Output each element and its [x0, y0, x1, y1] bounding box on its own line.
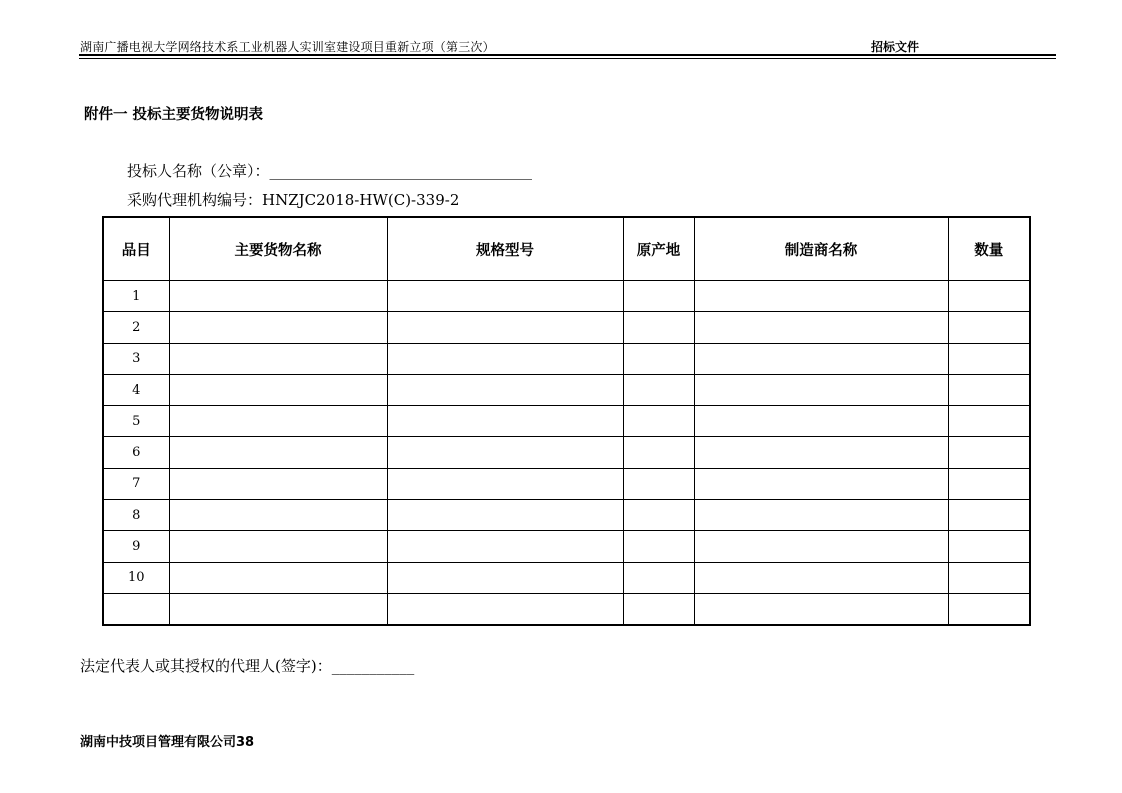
table-cell — [623, 437, 694, 468]
table-cell — [387, 406, 623, 437]
table-cell — [623, 500, 694, 531]
header-goods-name: 主要货物名称 — [169, 217, 387, 281]
table-cell — [948, 468, 1030, 499]
table-cell: 8 — [103, 500, 169, 531]
table-cell — [387, 343, 623, 374]
table-cell — [387, 468, 623, 499]
table-cell — [387, 562, 623, 593]
header-project-title: 湖南广播电视大学网络技术系工业机器人实训室建设项目重新立项（第三次） — [80, 40, 495, 54]
table-cell — [694, 374, 948, 405]
table-cell — [169, 312, 387, 343]
table-row — [103, 468, 1030, 499]
table-row — [103, 593, 1030, 625]
table-cell — [623, 531, 694, 562]
table-cell: 1 — [103, 281, 169, 312]
table-cell — [694, 531, 948, 562]
table-cell — [694, 468, 948, 499]
table-cell — [623, 593, 694, 625]
table-cell — [948, 593, 1030, 625]
table-cell — [623, 312, 694, 343]
table-cell — [694, 281, 948, 312]
table-row — [103, 312, 1030, 343]
procurement-code-label: 采购代理机构编号： — [127, 191, 263, 209]
table-header-row — [103, 217, 1030, 281]
procurement-code-value: HNZJC2018-HW(C)-339-2 — [262, 191, 460, 209]
table-cell — [623, 281, 694, 312]
table-cell — [169, 468, 387, 499]
table-cell — [623, 468, 694, 499]
table-cell — [623, 343, 694, 374]
table-cell — [169, 500, 387, 531]
table-cell — [948, 437, 1030, 468]
table-row — [103, 437, 1030, 468]
signature-label: 法定代表人或其授权的代理人(签字)： — [80, 657, 332, 675]
table-cell — [169, 531, 387, 562]
header-manufacturer: 制造商名称 — [694, 217, 948, 281]
table-cell — [623, 374, 694, 405]
table-cell — [169, 374, 387, 405]
table-cell — [948, 406, 1030, 437]
table-cell — [169, 281, 387, 312]
table-cell — [387, 437, 623, 468]
table-cell — [387, 500, 623, 531]
bidder-name-line — [127, 160, 532, 181]
table-cell — [623, 562, 694, 593]
signature-line — [80, 655, 414, 676]
table-row — [103, 281, 1030, 312]
header-origin: 原产地 — [623, 217, 694, 281]
table-cell — [103, 593, 169, 625]
table-cell — [948, 374, 1030, 405]
table-cell: 7 — [103, 468, 169, 499]
table-cell — [387, 374, 623, 405]
table-cell — [694, 343, 948, 374]
table-cell — [948, 343, 1030, 374]
header-doc-type: 招标文件 — [871, 40, 920, 54]
table-cell — [387, 312, 623, 343]
header-rule-thin — [79, 58, 1056, 59]
table-cell — [694, 437, 948, 468]
table-cell — [169, 562, 387, 593]
table-cell — [623, 406, 694, 437]
header-spec-model: 规格型号 — [387, 217, 623, 281]
bidder-name-blank: ___________________________________ — [269, 162, 533, 180]
table-cell — [948, 312, 1030, 343]
table-cell — [169, 406, 387, 437]
table-cell: 3 — [103, 343, 169, 374]
table-cell — [694, 593, 948, 625]
header-rule-thick — [79, 54, 1056, 56]
table-row — [103, 374, 1030, 405]
bidder-name-label: 投标人名称（公章）： — [127, 162, 270, 180]
table-cell — [694, 406, 948, 437]
table-cell: 2 — [103, 312, 169, 343]
footer-company-page: 湖南中技项目管理有限公司38 — [80, 735, 255, 750]
table-cell — [948, 531, 1030, 562]
signature-blank: ___________ — [331, 657, 415, 675]
table-cell — [694, 562, 948, 593]
table-row — [103, 500, 1030, 531]
table-cell — [948, 281, 1030, 312]
table-cell — [948, 500, 1030, 531]
table-cell — [694, 312, 948, 343]
goods-table — [102, 216, 1031, 626]
table-cell — [387, 531, 623, 562]
table-cell — [169, 593, 387, 625]
table-cell — [387, 593, 623, 625]
table-row — [103, 343, 1030, 374]
table-cell — [694, 500, 948, 531]
table-cell: 4 — [103, 374, 169, 405]
header-quantity: 数量 — [948, 217, 1030, 281]
annex-title: 附件一 投标主要货物说明表 — [84, 107, 264, 123]
table-cell: 9 — [103, 531, 169, 562]
table-cell: 5 — [103, 406, 169, 437]
table-cell — [948, 562, 1030, 593]
table-cell — [387, 281, 623, 312]
procurement-code-line — [127, 189, 459, 210]
table-cell — [169, 437, 387, 468]
table-cell — [169, 343, 387, 374]
table-body — [103, 281, 1030, 626]
table-row — [103, 406, 1030, 437]
table-cell: 10 — [103, 562, 169, 593]
header-item-no: 品目 — [103, 217, 169, 281]
table-cell: 6 — [103, 437, 169, 468]
table-row — [103, 562, 1030, 593]
table-row — [103, 531, 1030, 562]
